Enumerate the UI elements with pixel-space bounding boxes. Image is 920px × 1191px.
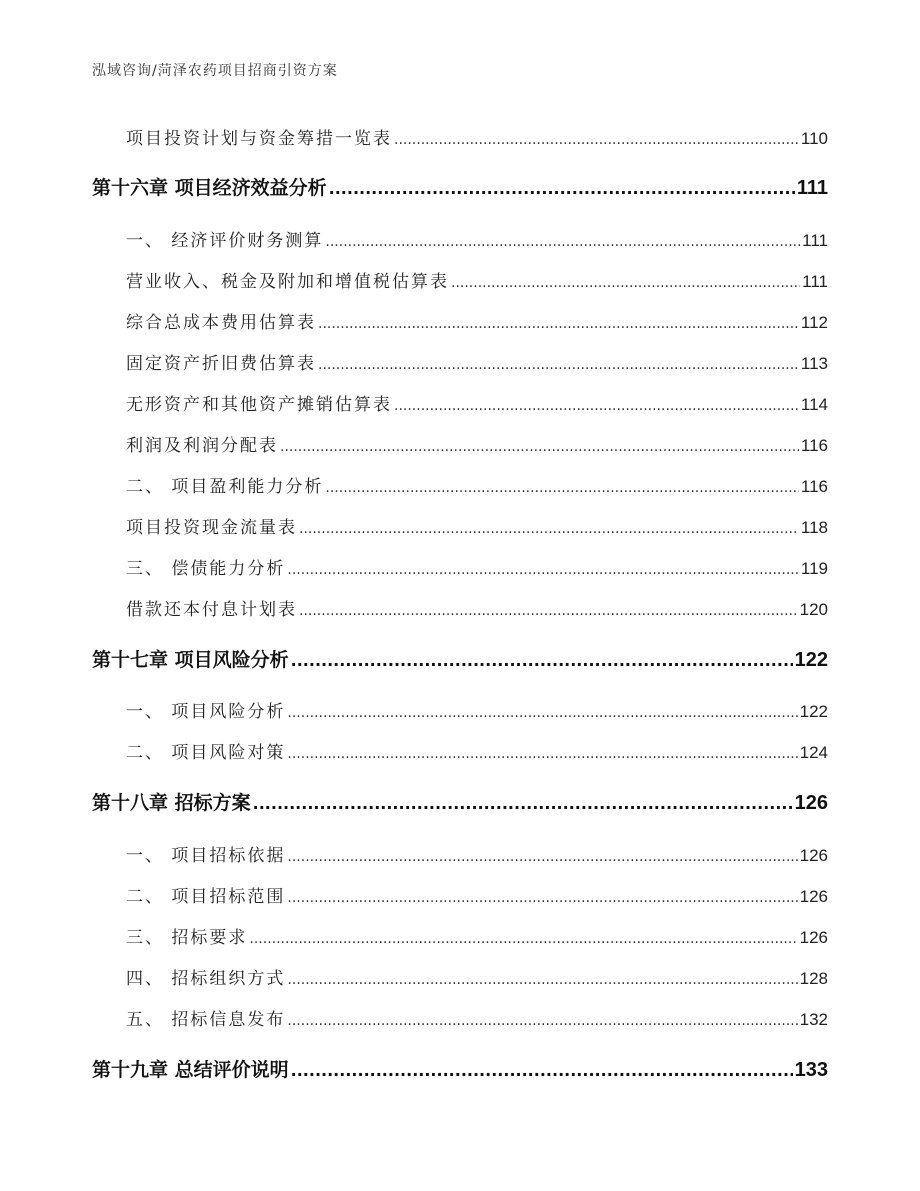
dot-leader — [299, 521, 799, 537]
dot-leader — [394, 398, 799, 414]
toc-entry-title: 五、 招标信息发布 — [126, 1010, 286, 1030]
toc-entry[interactable] — [126, 513, 828, 538]
toc-entry-page: 128 — [799, 969, 828, 988]
dot-leader — [287, 890, 797, 906]
dot-leader — [329, 179, 795, 198]
dot-leader — [287, 1013, 797, 1029]
toc-entry[interactable] — [126, 923, 828, 948]
toc-entry-page: 111 — [802, 231, 828, 250]
toc-entry-page: 114 — [800, 395, 828, 414]
toc-entry-page: 110 — [800, 129, 828, 148]
toc-entry-title: 二、 项目招标范围 — [126, 887, 286, 907]
toc-chapter-title: 第十七章 项目风险分析 — [92, 649, 289, 671]
dot-leader — [325, 234, 800, 250]
toc-entry-title: 二、 项目风险对策 — [126, 743, 286, 763]
toc-entry-page: 126 — [799, 846, 828, 865]
dot-leader — [287, 562, 798, 578]
dot-leader — [249, 931, 797, 947]
dot-leader — [318, 316, 799, 332]
toc-entry-page: 116 — [800, 477, 828, 496]
dot-leader — [287, 746, 797, 762]
toc-entry-title: 一、 项目招标依据 — [126, 846, 286, 866]
toc-entry-title: 营业收入、税金及附加和增值税估算表 — [126, 272, 449, 292]
toc-entry-page: 120 — [799, 600, 828, 619]
toc-entry-title: 项目投资计划与资金筹措一览表 — [126, 129, 392, 149]
toc-entry[interactable] — [126, 349, 828, 374]
toc-entry-page: 112 — [800, 313, 828, 332]
toc-entry-title: 一、 经济评价财务测算 — [126, 231, 324, 251]
toc-entry[interactable] — [126, 308, 828, 333]
toc-entry[interactable] — [126, 226, 828, 251]
toc-entry-page: 124 — [799, 743, 828, 762]
dot-leader — [287, 705, 797, 721]
toc-chapter-page: 133 — [794, 1059, 828, 1081]
toc-entry[interactable] — [126, 431, 828, 456]
toc-entry-page: 122 — [799, 702, 828, 721]
toc-entry[interactable] — [126, 554, 828, 579]
toc-entry[interactable] — [126, 738, 828, 763]
dot-leader — [253, 794, 793, 813]
dot-leader — [291, 1061, 793, 1080]
toc-entry[interactable] — [126, 964, 828, 989]
toc-entry-title: 三、 偿债能力分析 — [126, 559, 286, 579]
dot-leader — [287, 972, 797, 988]
toc-entry[interactable] — [126, 1005, 828, 1030]
toc-chapter-page: 122 — [794, 649, 828, 671]
toc-chapter-entry[interactable] — [92, 645, 828, 672]
toc-entry-page: 111 — [802, 272, 828, 291]
toc-entry[interactable] — [126, 124, 828, 149]
toc-chapter-title: 第十八章 招标方案 — [92, 792, 251, 814]
dot-leader — [318, 357, 799, 373]
toc-entry-title: 四、 招标组织方式 — [126, 969, 286, 989]
running-header: 泓域咨询/菏泽农药项目招商引资方案 — [92, 63, 338, 79]
dot-leader — [291, 651, 793, 670]
toc-entry[interactable] — [126, 267, 828, 292]
toc-entry[interactable] — [126, 390, 828, 415]
toc-entry-title: 无形资产和其他资产摊销估算表 — [126, 395, 392, 415]
toc-entry[interactable] — [126, 472, 828, 497]
toc-entry-page: 126 — [799, 887, 828, 906]
toc-entry[interactable] — [126, 882, 828, 907]
toc-entry[interactable] — [126, 595, 828, 620]
toc-entry-title: 综合总成本费用估算表 — [126, 313, 316, 333]
toc-entry-page: 116 — [800, 436, 828, 455]
dot-leader — [280, 439, 799, 455]
dot-leader — [299, 603, 798, 619]
toc-entry[interactable] — [126, 841, 828, 866]
toc-entry-page: 113 — [800, 354, 828, 373]
toc-entry-page: 126 — [799, 928, 828, 947]
toc-entry-title: 三、 招标要求 — [126, 928, 248, 948]
toc-entry-page: 119 — [800, 559, 828, 578]
toc-chapter-entry[interactable] — [92, 173, 828, 200]
toc-entry-title: 项目投资现金流量表 — [126, 518, 297, 538]
toc-entry-title: 借款还本付息计划表 — [126, 600, 297, 620]
toc-entry-page: 118 — [800, 518, 828, 537]
dot-leader — [394, 132, 799, 148]
dot-leader — [287, 849, 797, 865]
toc-chapter-page: 126 — [794, 792, 828, 814]
toc-entry-title: 一、 项目风险分析 — [126, 702, 286, 722]
toc-entry[interactable] — [126, 697, 828, 722]
toc-chapter-entry[interactable] — [92, 788, 828, 815]
toc-chapter-title: 第十九章 总结评价说明 — [92, 1059, 289, 1081]
toc-chapter-entry[interactable] — [92, 1055, 828, 1082]
toc-entry-title: 利润及利润分配表 — [126, 436, 278, 456]
toc-entry-title: 固定资产折旧费估算表 — [126, 354, 316, 374]
dot-leader — [451, 275, 800, 291]
toc-entry-title: 二、 项目盈利能力分析 — [126, 477, 324, 497]
dot-leader — [325, 480, 798, 496]
toc-chapter-page: 111 — [796, 177, 828, 199]
toc-entry-page: 132 — [799, 1010, 828, 1029]
toc-chapter-title: 第十六章 项目经济效益分析 — [92, 177, 327, 199]
